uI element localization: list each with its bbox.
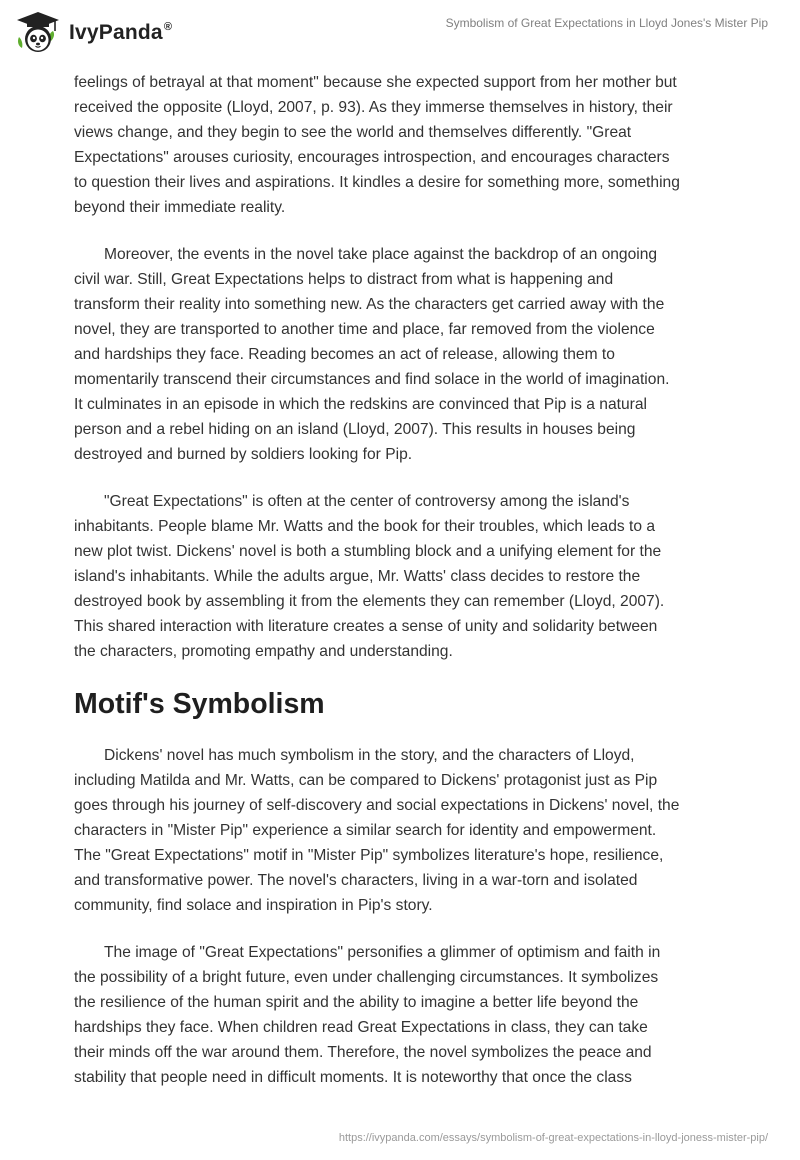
brand-name-text: IvyPanda xyxy=(69,21,163,44)
section-heading: Motif's Symbolism xyxy=(74,688,325,720)
paragraph: The image of "Great Expectations" personifies a glimmer of optimism and faith in the possibility of a bright future, even under challenging circumstances. It symbolizes the resilience of the human spirit and the ability to imagine a better life beyond the hardships they face. When children read Great Expectations in class, they can take their minds off the war around them. Therefore, the novel symbolizes the peace and stability that people need in difficult moments. It is noteworthy that once the class xyxy=(74,944,661,1086)
document-title: Symbolism of Great Expectations in Lloyd Jones's Mister Pip xyxy=(445,16,768,30)
page-header xyxy=(0,0,800,62)
paragraph: Dickens' novel has much symbolism in the story, and the characters of Lloyd, including Matilda and Mr. Watts, can be compared to Dickens' protagonist just as Pip goes through his journey of self-discovery and social expectations in Dickens' novel, the characters in "Mister Pip" experience a similar search for identity and empowerment. The "Great Expectations" motif in "Mister Pip" symbolizes literature's hope, resilience, and transformative power. The novel's characters, living in a war-torn and isolated community, find solace and inspiration in Pip's story. xyxy=(74,747,680,914)
brand-name xyxy=(69,21,172,45)
article-body xyxy=(74,70,734,1112)
registered-mark: ® xyxy=(163,21,173,33)
ivypanda-logo[interactable] xyxy=(15,9,172,55)
panda-graduate-icon xyxy=(15,9,61,55)
paragraph: "Great Expectations" is often at the center of controversy among the island's inhabitants. People blame Mr. Watts and the book for their troubles, which leads to a new plot twist. Dickens' novel is both a stumbling block and a unifying element for the island's inhabitants. While the adults argue, Mr. Watts' class decides to restore the destroyed book by assembling it from the elements they can remember (Lloyd, 2007). This shared interaction with literature creates a sense of unity and solidarity between the characters, promoting empathy and understanding. xyxy=(74,493,665,660)
source-url[interactable]: https://ivypanda.com/essays/symbolism-of-great-expectations-in-lloyd-joness-mister-pip/ xyxy=(338,1132,768,1144)
paragraph: Moreover, the events in the novel take place against the backdrop of an ongoing civil war. Still, Great Expectations helps to distract from what is happening and transform their reality into something new. As the characters get carried away with the novel, they are transported to another time and place, far removed from the violence and hardships they face. Reading becomes an act of release, allowing them to momentarily transcend their circumstances and find solace in the world of imagination. It culminates in an episode in which the redskins are convinced that Pip is a natural person and a rebel hiding on an island (Lloyd, 2007). This results in houses being destroyed and burned by soldiers looking for Pip. xyxy=(74,246,670,463)
paragraph-continuation: feelings of betrayal at that moment" because she expected support from her mother but received the opposite (Lloyd, 2007, p. 93). As they immerse themselves in history, their views change, and they begin to see the world and themselves differently. "Great Expectations" arouses curiosity, encourages introspection, and encourages characters to question their lives and aspirations. It kindles a desire for something more, something beyond their immediate reality. xyxy=(74,74,680,216)
